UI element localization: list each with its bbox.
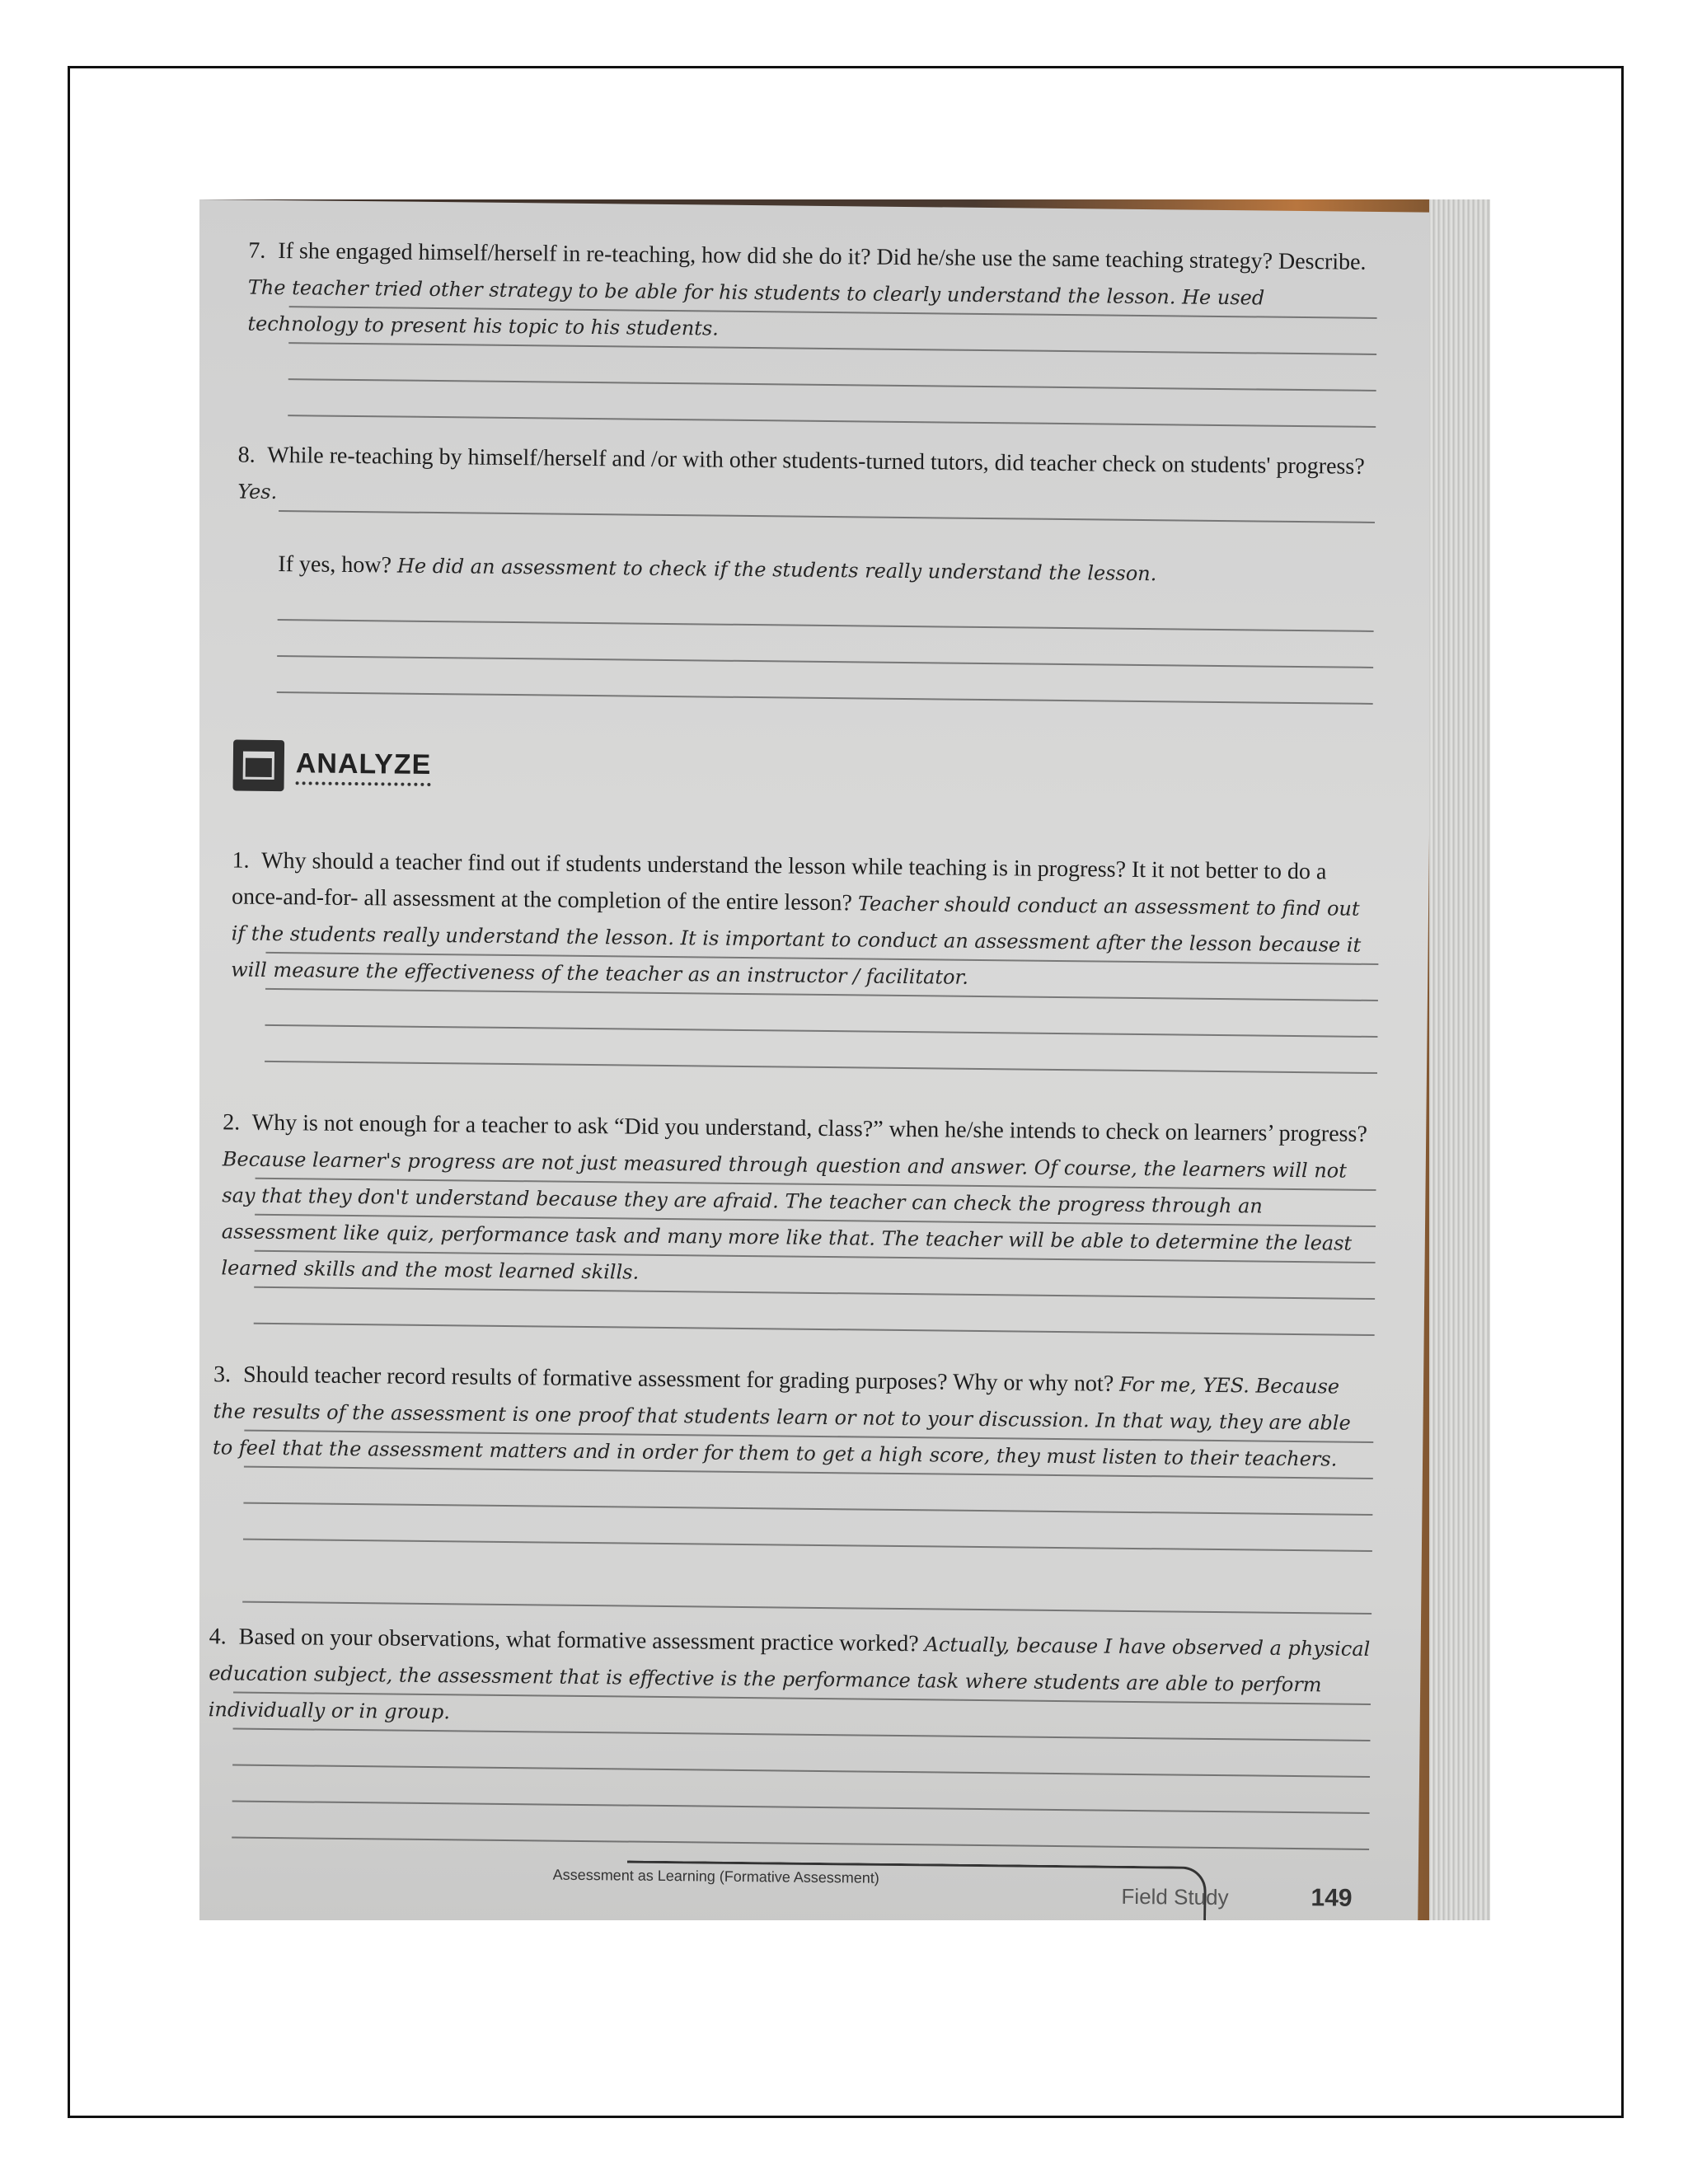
ruled-line [254,1323,1375,1336]
question-text: Based on your observations, what formative assessment practice worked? [238,1624,919,1657]
footer-series: Field Study [1121,1883,1229,1910]
handwritten-answer: Because learner's progress are not just measured through question and answer. Of course, the learners will not say that they don't understand because they are afraid. The teacher can check the progress through an assessment like quiz, performance task and many more like that. The teacher will be able to determine the least learned skills and the most learned skills. [221,1147,1353,1284]
ruled-line [278,619,1374,632]
question-number: 1. [232,847,250,874]
ruled-line [243,1539,1372,1552]
analyze-icon [232,739,284,791]
question-text: Why is not enough for a teacher to ask “Did you understand, class?” when he/she intends to check on learners’ progress? [251,1109,1368,1147]
page-number: 149 [1311,1884,1353,1912]
handwritten-answer: Actually, because I have observed a physical education subject, the assessment that is effective is the performance task where students are able to perform individually or in group. [208,1633,1371,1724]
analyze-heading [232,739,431,793]
ruled-line [232,1765,1370,1778]
question-4 [209,1619,1372,1740]
handwritten-answer: For me, YES. Because the results of the assessment is one proof that students learn or not to your discussion. In that way, they are able to feel that the assessment matters and in order for them to get a high score, they must listen to their teachers. [212,1372,1351,1471]
question-number: 2. [223,1109,241,1136]
workbook-page [199,199,1436,1920]
question-text: Why should a teacher find out if students understand the lesson while teaching is in progress? It it not better to do a once-and-for- all assessment at the completion of the entire lesson? [231,847,1327,916]
page-edge [1429,199,1490,1920]
footer-caption: Assessment as Learning (Formative Assessment) [552,1866,879,1886]
page-photo [199,199,1490,1920]
ruled-line [243,1502,1372,1516]
question-number: 3. [213,1361,232,1388]
ruled-line [232,1837,1369,1850]
followup-label: If yes, how? [278,551,392,579]
handwritten-answer: Yes. [237,480,278,504]
followup-8 [278,546,1374,594]
question-text: While re-teaching by himself/herself and /or with other students-turned tutors, did teacher check on students' progress? [267,442,1365,480]
analyze-label: ANALYZE [296,748,432,786]
handwritten-answer: He did an assessment to check if the students really understand the lesson. [396,554,1157,586]
ruled-line [232,1801,1370,1814]
question-2 [221,1104,1376,1298]
question-8 [237,438,1376,522]
ruled-line [277,691,1373,705]
question-text: If she engaged himself/herself in re-teaching, how did she do it? Did he/she use the same teaching strategy? Describe. [278,238,1367,275]
ruled-line [288,415,1376,428]
question-text: Should teacher record results of formative assessment for grading purposes? Why or why not? [242,1361,1114,1397]
question-3 [213,1357,1376,1478]
question-7 [247,233,1377,354]
ruled-line [242,1601,1372,1615]
ruled-line [265,1061,1377,1074]
handwritten-answer: Teacher should conduct an assessment to find out if the students really understand the lesson. It is important to conduct an assessment after the lesson because it will measure the effectiveness of the teacher as an instructor / facilitator. [231,892,1362,989]
ruled-line [277,655,1373,668]
question-number: 8. [237,442,256,468]
question-number: 7. [248,237,266,264]
ruled-line [265,1024,1378,1038]
handwritten-answer: The teacher tried other strategy to be able for his students to clearly understand the lesson. He used technology to present his topic to his students. [247,275,1265,340]
question-1 [231,842,1378,1000]
ruled-line [288,378,1376,391]
question-number: 4. [209,1624,227,1650]
